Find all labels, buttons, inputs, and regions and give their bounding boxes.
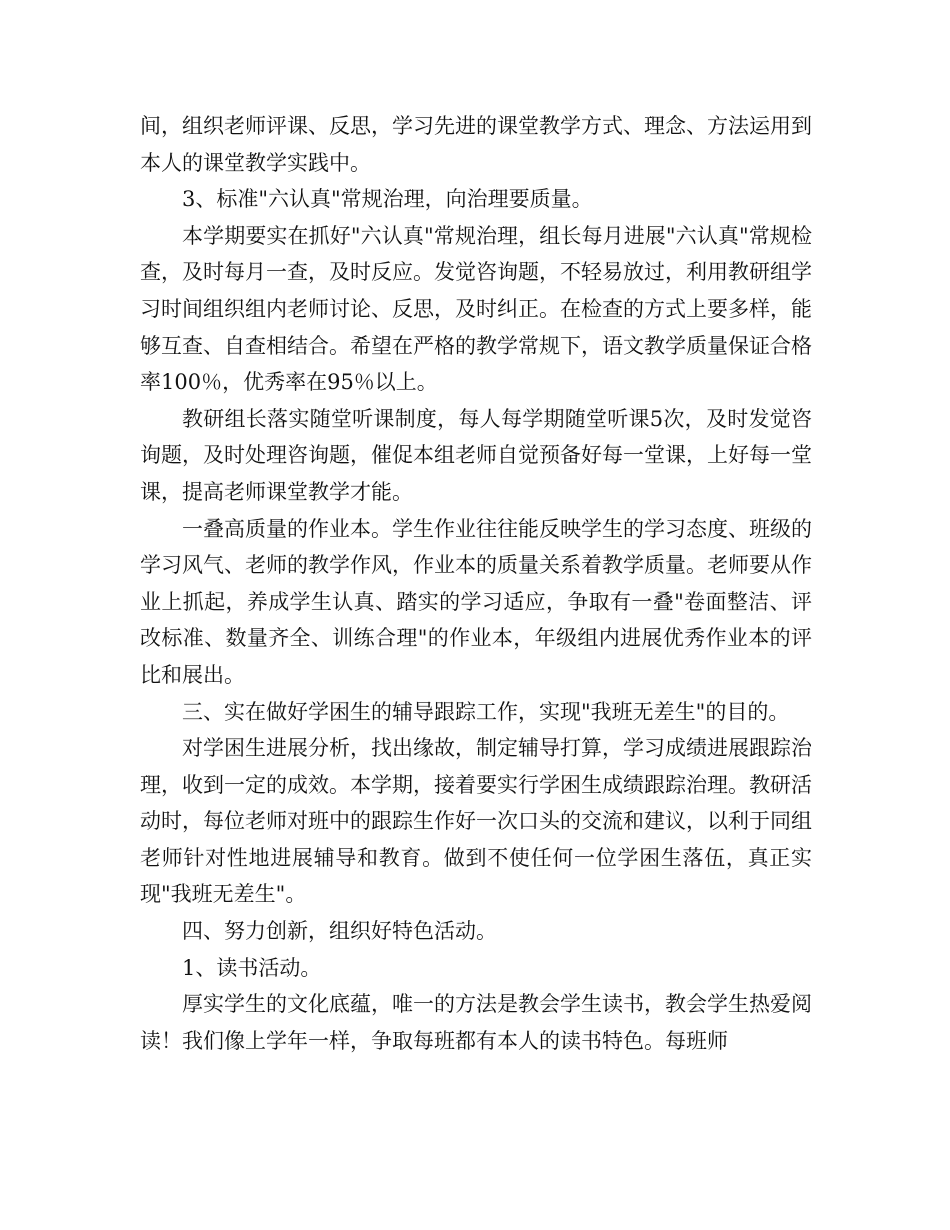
paragraph-7: 对学困生进展分析，找出缘故，制定辅导打算，学习成绩进展跟踪治理，收到一定的成效。本学期，接着要实行学困生成绩跟踪治理。教研活动时，每位老师对班中的跟踪生作好一次口头的交流和建议，以利于同组老师针对性地进展辅导和教育。做到不使任何一位学困生落伍，真正实现"我班无差生"。 [140,736,812,907]
paragraph-2: 3、标准"六认真"常规治理，向治理要质量。 [182,187,593,212]
section-heading-3: 三、实在做好学困生的辅导跟踪工作，实现"我班无差生"的目的。 [182,699,790,724]
paragraph-3: 本学期要实在抓好"六认真"常规治理，组长每月进展"六认真"常规检查，及时每月一查，及时反应。发觉咨询题，不轻易放过，利用教研组学习时间组织组内老师讨论、反思，及时纠正。在检查的方式上要多样，能够互查、自查相结合。希望在严格的教学常规下，语文教学质量保证合格率100％，优秀率在95％以上。 [140,223,812,395]
paragraph-5: 一叠高质量的作业本。学生作业往往能反映学生的学习态度、班级的学习风气、老师的教学作风，作业本的质量关系着教学质量。老师要从作业上抓起，养成学生认真、踏实的学习适应，争取有一叠"卷面整洁、评改标准、数量齐全、训练合理"的作业本，年级组内进展优秀作业本的评比和展出。 [140,516,812,687]
paragraph-10: 厚实学生的文化底蕴，唯一的方法是教会学生读书，教会学生热爱阅读！我们像上学年一样，争取每班都有本人的读书特色。每班师 [140,992,812,1053]
paragraph-4: 教研组长落实随堂听课制度，每人每学期随堂听课5次，及时发觉咨询题，及时处理咨询题，催促本组老师自觉预备好每一堂课，上好每一堂课，提高老师课堂教学才能。 [140,406,812,504]
section-heading-4: 四、努力创新，组织好特色活动。 [182,919,497,944]
paragraph-1: 间，组织老师评课、反思，学习先进的课堂教学方式、理念、方法运用到本人的课堂教学实践中。 [140,114,812,175]
document-body [140,108,812,1059]
subheading-reading: 1、读书活动。 [182,955,322,980]
